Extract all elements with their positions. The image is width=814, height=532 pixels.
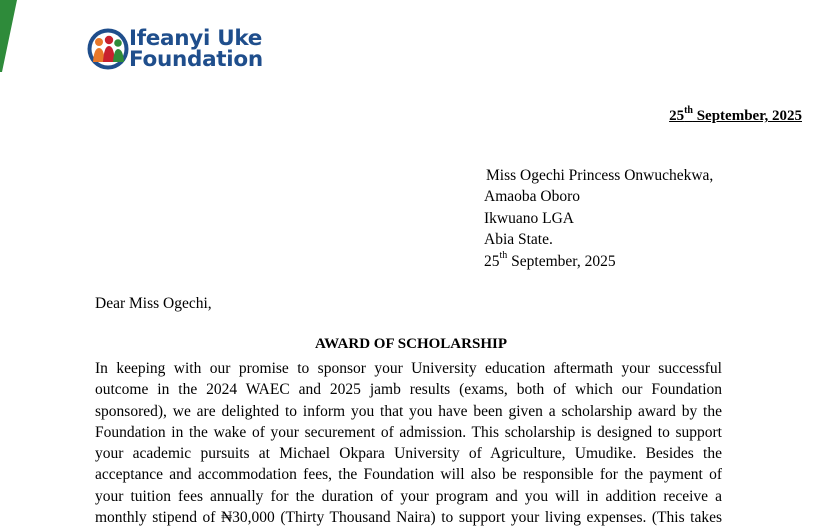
date-rest: September, 2025 [692, 108, 802, 124]
body-line: outcome in the 2024 WAEC and 2025 jamb results (exams, both of which our Foundation [95, 381, 722, 399]
address-date-rest: September, 2025 [507, 252, 616, 270]
letter-body [95, 358, 722, 528]
logo-wordmark [129, 28, 263, 70]
body-line: monthly stipend of ₦30,000 (Thirty Thousand Naira) to support your living expenses. (This takes [95, 509, 722, 527]
address-line-1: Amaoba Oboro [484, 188, 580, 206]
green-corner-stripe [0, 0, 20, 80]
letter-date [669, 105, 802, 125]
body-line: acceptance and accommodation fees, the Foundation will also be responsible for the payment of [95, 466, 722, 484]
date-day: 25 [669, 108, 685, 124]
recipient-name: Miss Ogechi Princess Onwuchekwa, [486, 167, 714, 184]
logo-line-1: Ifeanyi Uke [129, 26, 263, 51]
body-line: Foundation in the wake of your securement of admission. This scholarship is designed to support [95, 423, 722, 441]
date-suffix: th [684, 105, 693, 116]
foundation-logo [86, 26, 286, 72]
body-line: sponsored), we are delighted to inform you that you have been given a scholarship award by the [95, 402, 722, 420]
address-date [484, 251, 713, 272]
address-line-3: Abia State. [484, 231, 553, 249]
logo-line-2: Foundation [129, 47, 263, 72]
salutation: Dear Miss Ogechi, [95, 295, 212, 312]
address-date-day: 25 [484, 252, 500, 270]
body-line: In keeping with our promise to sponsor your University education aftermath your successful [95, 360, 722, 377]
body-line: your academic pursuits at Michael Okpara University of Agriculture, Umudike. Besides the [95, 445, 722, 463]
people-logo-icon [86, 26, 134, 72]
address-date-suffix: th [499, 250, 508, 262]
recipient-address [484, 165, 713, 272]
address-line-2: Ikwuano LGA [484, 209, 574, 227]
letter-heading: AWARD OF SCHOLARSHIP [315, 336, 507, 352]
body-line: your tuition fees annually for the duration of your program and you will in addition receive a [95, 487, 722, 505]
